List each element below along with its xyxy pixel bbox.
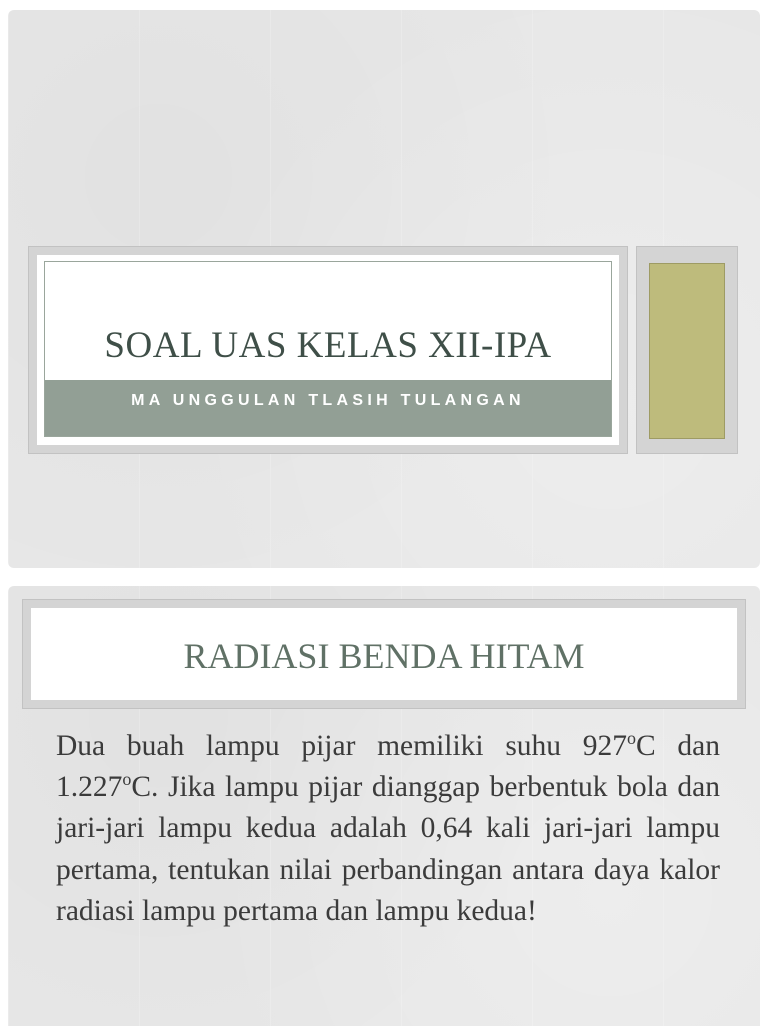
degree-superscript-1: o xyxy=(627,728,637,749)
slide-heading: RADIASI BENDA HITAM xyxy=(183,636,585,676)
heading-box xyxy=(31,608,737,700)
subtitle-bar xyxy=(45,380,611,436)
content-slide xyxy=(8,586,760,1026)
title-placeholder xyxy=(28,246,628,454)
degree-superscript-2: o xyxy=(122,769,132,790)
question-part-2: C dan 1.227 xyxy=(56,730,720,804)
slide-title: SOAL UAS KELAS XII-IPA xyxy=(104,325,552,366)
slide-subtitle: MA UNGGULAN TLASIH TULANGAN xyxy=(131,392,525,409)
title-slide xyxy=(8,10,760,568)
question-text xyxy=(56,726,720,932)
title-frame xyxy=(44,261,612,437)
title-box xyxy=(37,255,619,445)
accent-panel xyxy=(636,246,738,454)
question-part-3: C. Jika lampu pijar dianggap berbentuk bola dan jari-jari lampu kedua adalah 0,64 kali jari-jari lampu pertama, tentukan nilai perbandingan antara daya kalor radiasi lampu pertama dan lampu kedua! xyxy=(56,771,720,927)
question-part-1: Dua buah lampu pijar memiliki suhu 927 xyxy=(56,730,628,762)
accent-block xyxy=(649,263,725,439)
heading-placeholder xyxy=(22,599,746,709)
